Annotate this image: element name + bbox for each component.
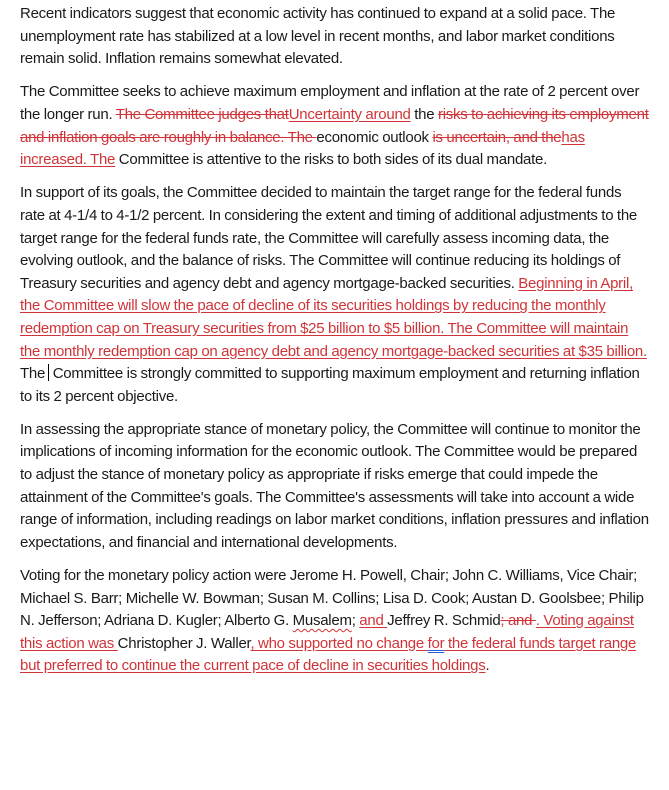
paragraph-voting[interactable] [20,565,649,678]
text-run: The Committee seeks to achieve maximum employment and inflation at the rate of 2 percent over the longer run. [20,83,640,123]
text-run: ; [351,612,360,630]
paragraph-policy-stance[interactable] [20,419,649,555]
deleted-text[interactable]: ; and [500,612,536,630]
inserted-text[interactable]: and [359,612,388,630]
spelling-error-text[interactable]: Musalem [292,612,352,630]
inserted-text[interactable]: , who supported no change [250,634,428,652]
text-run: . [485,657,490,675]
text-run: In support of its goals, the Committee decided to maintain the target range for the federal funds rate at 4-1/4 to 4-1/2 percent. In considering the extent and timing of additional adjustments to the target range for the federal funds rate, the Committee will carefully assess incoming data, the evolving outlook, and the balance of risks. The Committee will continue reducing its holdings of Treasury securities and agency debt and agency mortgage-backed securities. [20,184,638,292]
paragraph-policy-decision[interactable] [20,182,649,408]
text-run: Committee is strongly committed to supporting maximum employment and returning inflation to its 2 percent objective. [20,365,640,405]
paragraph-economic-activity[interactable] [20,3,649,71]
text-run: Christopher J. Waller [117,634,251,652]
inserted-text[interactable]: Beginning in April, the Committee will slow the pace of decline of its securities holdings by reducing the monthly redemption cap on Treasury securities from $25 billion to $5 billion. The Committee will maintain the monthly redemption cap on agency debt and agency mortgage-backed securities at $35 billion. [20,274,647,360]
text-run: economic outlook [316,128,433,146]
deleted-text[interactable]: risks to achieving its employment and inflation goals are roughly in balance. The [20,105,649,146]
inserted-text[interactable]: has increased. The [20,128,585,169]
deleted-text[interactable]: The Committee judges that [115,105,289,123]
text-run: Recent indicators suggest that economic activity has continued to expand at a solid pace. The unemployment rate has stabilized at a low level in recent months, and labor market conditions remain solid. Inflation remains somewhat elevated. [20,5,616,68]
grammar-suggestion-text[interactable]: for [427,634,445,652]
paragraph-committee-goals[interactable] [20,81,649,171]
inserted-text[interactable]: the federal funds target range but preferred to continue the current pace of decline in securities holdings [20,634,637,675]
inserted-text[interactable]: . Voting against this action was [20,612,634,652]
text-run: Jeffrey R. Schmid [387,612,501,630]
inserted-text[interactable]: Uncertainty around [288,105,411,123]
deleted-text[interactable]: is uncertain, and the [432,128,562,146]
text-run: In assessing the appropriate stance of monetary policy, the Committee will continue to monitor the implications of incoming information for the economic outlook. The Committee would be prepared to adjust the stance of monetary policy as appropriate if risks emerge that could impede the attainment of the Committee's goals. The Committee's assessments will take into account a wide range of information, including readings on labor market conditions, inflation pressures and inflation expectations, and financial and international developments. [20,420,649,551]
text-run: Committee is attentive to the risks to both sides of its dual mandate. [115,151,548,169]
text-run: the [410,105,438,123]
text-run: Voting for the monetary policy action were Jerome H. Powell, Chair; John C. Williams, Vice Chair; Michael S. Barr; Michelle W. Bowman; Susan M. Collins; Lisa D. Cook; Austan D. Goolsbee; Philip N. Jefferson; Adriana D. Kugler; Alberto G. [20,567,644,630]
text-run: The [20,365,46,383]
